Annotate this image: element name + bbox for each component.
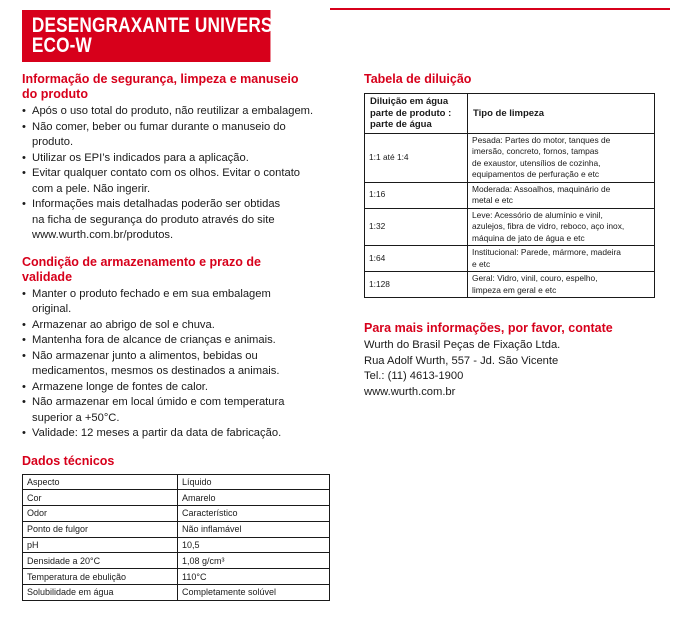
- dilution-type-cell: [468, 208, 655, 246]
- list-item: [22, 426, 330, 442]
- bullet-icon: •: [22, 167, 26, 179]
- list-item-text: [32, 426, 330, 442]
- list-item-text: [32, 120, 330, 151]
- list-item: [22, 287, 330, 318]
- technical-section: [22, 454, 330, 601]
- technical-title: Dados técnicos: [22, 453, 115, 468]
- table-row: [23, 569, 330, 585]
- bullet-icon: •: [22, 380, 26, 393]
- table-row: [23, 490, 330, 506]
- dilution-type-line: Institucional: Parede, mármore, madeira: [472, 247, 621, 257]
- list-item-line: Não comer, beber ou fumar durante o manuseio do: [32, 120, 286, 133]
- list-item-line: Manter o produto fechado e em sua embalagem: [32, 287, 271, 300]
- list-item-line: medicamentos, mesmos os destinados a animais.: [32, 365, 280, 377]
- list-item-line: Evitar qualquer contato com os olhos. Evitar o contato: [32, 167, 301, 179]
- dilution-row: [365, 246, 655, 272]
- list-item-line: Informações mais detalhadas poderão ser obtidas: [32, 198, 281, 210]
- dilution-header-ratio-line: parte de produto :: [370, 107, 452, 119]
- list-item-text: [32, 333, 330, 349]
- safety-title: [22, 72, 330, 102]
- storage-title-line2: validade: [22, 269, 73, 284]
- value-cell: 10,5: [178, 537, 330, 553]
- contact-title: Para mais informações, por favor, contate: [364, 321, 613, 335]
- property-cell: Densidade a 20°C: [23, 553, 178, 569]
- dilution-type-cell: [468, 133, 655, 182]
- list-item-line: Após o uso total do produto, não reutilizar a embalagem.: [32, 105, 314, 117]
- bullet-icon: •: [22, 198, 26, 210]
- table-row: [23, 585, 330, 601]
- value-cell: 110°C: [178, 569, 330, 585]
- dilution-header-ratio: [365, 94, 468, 134]
- property-cell: Temperatura de ebulição: [23, 569, 178, 585]
- dilution-ratio-cell: 1:16: [365, 182, 468, 208]
- property-cell: Odor: [23, 506, 178, 522]
- list-item-text: [32, 318, 330, 334]
- left-column: [22, 72, 330, 601]
- dilution-type-line: e etc: [472, 258, 491, 269]
- dilution-type-line: de exaustor, utensílios de cozinha,: [472, 157, 601, 168]
- list-item-text: [32, 197, 330, 244]
- safety-title-line2: do produto: [22, 87, 88, 101]
- value-cell: 1,08 g/cm³: [178, 553, 330, 569]
- list-item-line: Não armazenar em local úmido e com temperatura: [32, 396, 285, 408]
- list-item-text: [32, 151, 330, 167]
- list-item: [22, 333, 330, 349]
- dilution-row: [365, 272, 655, 298]
- product-title-line1: DESENGRAXANTE UNIVERSAL: [31, 14, 296, 37]
- list-item-line: Utilizar os EPI’s indicados para a aplicação.: [32, 151, 249, 164]
- list-item-line: produto.: [32, 136, 74, 148]
- list-item-text: [32, 380, 330, 396]
- right-column: [364, 72, 664, 400]
- list-item-line: Armazene longe de fontes de calor.: [32, 380, 209, 393]
- list-item-text: [32, 395, 330, 426]
- dilution-type-line: Geral: Vidro, vinil, couro, espelho,: [472, 273, 598, 283]
- value-cell: Líquido: [178, 474, 330, 490]
- property-cell: Cor: [23, 490, 178, 506]
- table-row: [23, 537, 330, 553]
- dilution-row: [365, 208, 655, 246]
- bullet-icon: •: [22, 427, 26, 439]
- dilution-ratio-cell: 1:64: [365, 246, 468, 272]
- contact-section: [364, 321, 664, 400]
- dilution-type-line: máquina de jato de água e etc: [472, 232, 585, 243]
- table-row: [23, 553, 330, 569]
- property-cell: Ponto de fulgor: [23, 521, 178, 537]
- list-item: [22, 349, 330, 380]
- list-item-line: superior a +50°C.: [32, 411, 120, 424]
- dilution-header-row: [365, 94, 655, 134]
- bullet-icon: •: [22, 396, 26, 408]
- product-title-band: [22, 10, 296, 62]
- storage-list: [22, 287, 330, 442]
- dilution-type-line: azulejos, fibra de vidro, reboco, aço inox,: [472, 221, 625, 231]
- bullet-icon: •: [22, 120, 26, 133]
- bullet-icon: •: [22, 334, 26, 346]
- product-title-line2: ECO-W: [31, 34, 92, 57]
- contact-website[interactable]: www.wurth.com.br: [364, 385, 456, 398]
- value-cell: Característico: [178, 506, 330, 522]
- contact-phone: Tel.: (11) 4613-1900: [364, 370, 464, 382]
- contact-address: Rua Adolf Wurth, 557 - Jd. São Vicente: [364, 354, 559, 367]
- list-item: [22, 151, 330, 167]
- dilution-type-line: Leve: Acessório de alumínio e vinil,: [472, 209, 603, 220]
- list-item: [22, 380, 330, 396]
- list-item: [22, 197, 330, 244]
- bullet-icon: •: [22, 318, 26, 331]
- property-cell: Solubilidade em água: [23, 585, 178, 601]
- dilution-type-cell: [468, 272, 655, 298]
- dilution-type-cell: [468, 182, 655, 208]
- storage-section: [22, 255, 330, 442]
- list-item-line: www.wurth.com.br/produtos.: [32, 229, 174, 241]
- dilution-type-line: Moderada: Assoalhos, maquinário de: [472, 183, 611, 194]
- dilution-type-cell: [468, 246, 655, 272]
- list-item: [22, 120, 330, 151]
- list-item-text: [32, 166, 330, 197]
- safety-list: [22, 104, 330, 244]
- bullet-icon: •: [22, 287, 26, 300]
- list-item-line: na ficha de segurança do produto através do site: [32, 213, 275, 226]
- dilution-table: [364, 93, 655, 298]
- list-item-line: com a pele. Não ingerir.: [32, 182, 151, 195]
- dilution-row: [365, 182, 655, 208]
- list-item-line: original.: [32, 303, 72, 315]
- list-item: [22, 166, 330, 197]
- dilution-row: [365, 133, 655, 182]
- value-cell: Não inflamável: [178, 521, 330, 537]
- dilution-ratio-cell: 1:128: [365, 272, 468, 298]
- list-item: [22, 395, 330, 426]
- dilution-type-line: metal e etc: [472, 195, 513, 205]
- value-cell: Amarelo: [178, 490, 330, 506]
- list-item-line: Validade: 12 meses a partir da data de fabricação.: [32, 427, 282, 439]
- table-row: [23, 474, 330, 490]
- dilution-header-type: Tipo de limpeza: [468, 94, 655, 134]
- list-item-line: Mantenha fora de alcance de crianças e animais.: [32, 334, 276, 346]
- bullet-icon: •: [22, 105, 26, 117]
- list-item-text: [32, 349, 330, 380]
- list-item-line: Armazenar ao abrigo de sol e chuva.: [32, 318, 215, 331]
- dilution-type-line: Pesada: Partes do motor, tanques de: [472, 134, 611, 145]
- dilution-title: Tabela de diluição: [364, 72, 472, 86]
- bullet-icon: •: [22, 349, 26, 362]
- contact-company: Wurth do Brasil Peças de Fixação Ltda.: [364, 339, 561, 351]
- safety-title-line1: Informação de segurança, limpeza e manuseio: [22, 72, 299, 86]
- dilution-ratio-cell: 1:1 até 1:4: [365, 133, 468, 182]
- property-cell: Aspecto: [23, 474, 178, 490]
- top-rule: [330, 8, 670, 10]
- dilution-header-ratio-line: Diluição em água: [370, 96, 449, 107]
- table-row: [23, 521, 330, 537]
- technical-data-table: [22, 474, 330, 601]
- dilution-type-line: limpeza em geral e etc: [472, 284, 557, 295]
- safety-section: [22, 72, 330, 244]
- dilution-type-line: equipamentos de perfuração e etc: [472, 169, 600, 179]
- property-cell: pH: [23, 537, 178, 553]
- list-item-line: Não armazenar junto a alimentos, bebidas ou: [32, 349, 258, 362]
- dilution-type-line: imersão, concreto, fornos, tampas: [472, 146, 599, 156]
- table-row: [23, 506, 330, 522]
- list-item: [22, 104, 330, 120]
- dilution-header-ratio-line: parte de água: [370, 119, 432, 130]
- dilution-ratio-cell: 1:32: [365, 208, 468, 246]
- list-item: [22, 318, 330, 334]
- list-item-text: [32, 287, 330, 318]
- dilution-section: [364, 72, 664, 298]
- storage-title-line1: Condição de armazenamento e prazo de: [22, 254, 261, 269]
- bullet-icon: •: [22, 151, 26, 164]
- list-item-text: [32, 104, 330, 120]
- value-cell: Completamente solúvel: [178, 585, 330, 601]
- storage-title: [22, 255, 330, 285]
